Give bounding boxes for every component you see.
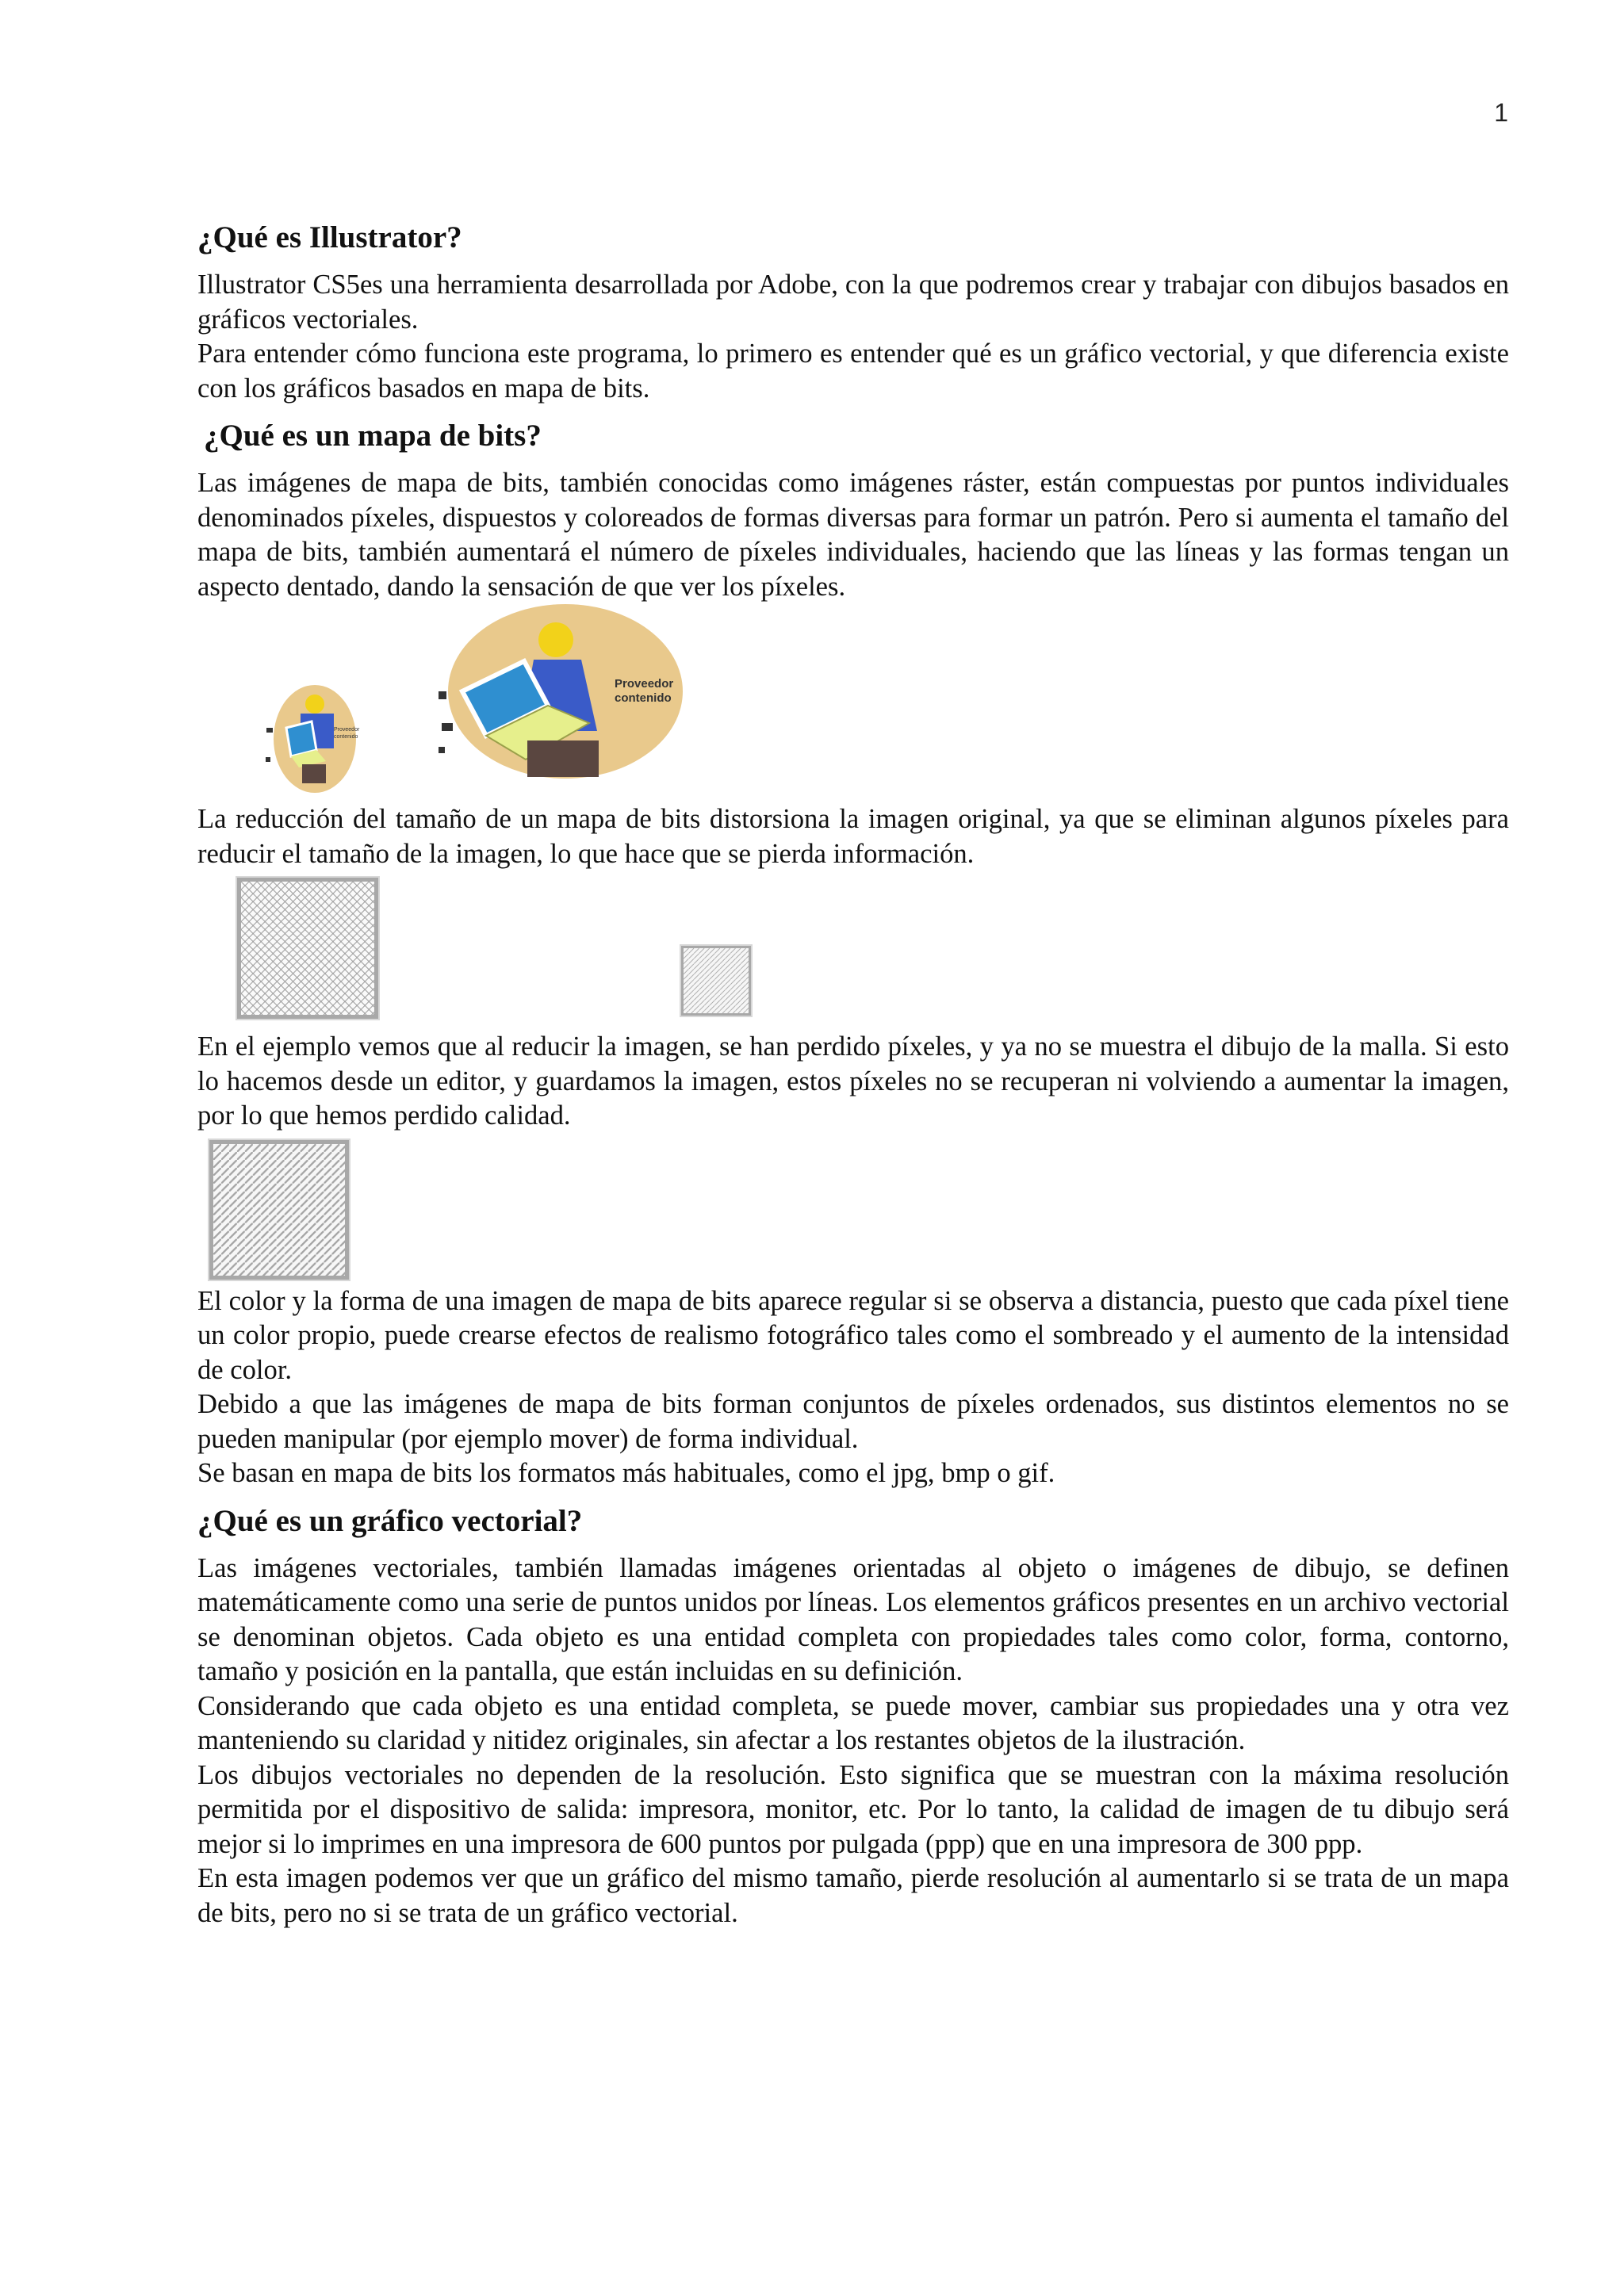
heading-vector: ¿Qué es un gráfico vectorial? xyxy=(197,1503,583,1538)
figure-bitmap-icons xyxy=(197,604,1509,802)
mesh-reduced-image xyxy=(681,946,751,1016)
icon-label-line: Proveedor xyxy=(615,677,674,691)
mesh-original-image xyxy=(237,878,378,1019)
paragraph: Las imágenes de mapa de bits, también conocidas como imágenes ráster, están compuestas por puntos individuales denominados píxeles, dispuestos y coloreados de formas diversas para formar un patrón. Pero si aumenta el tamaño del mapa de bits, también aumentará el número de píxeles individuales, haciendo que las líneas y las formas tengan un aspecto dentado, dando la sensación de que ver los píxeles. xyxy=(197,468,1509,602)
figure-re-enlarged xyxy=(197,1134,1509,1284)
document-body xyxy=(197,214,1509,1931)
small-bitmap-icon xyxy=(262,682,362,793)
paragraph: Para entender cómo funciona este programa, lo primero es entender qué es un gráfico vectorial, y que diferencia existe con los gráficos basados en mapa de bits. xyxy=(197,339,1509,404)
paragraph: Los dibujos vectoriales no dependen de la resolución. Esto significa que se muestran con la máxima resolución permitida por el dispositivo de salida: impresora, monitor, etc. Por lo tanto, la calidad de imagen de tu dibujo será mejor si lo imprimes en una impresora de 600 puntos por pulgada (ppp) que en una impresora de 300 ppp. xyxy=(197,1759,1509,1859)
enlarged-bitmap-icon xyxy=(439,604,692,786)
paragraph: Debido a que las imágenes de mapa de bits forman conjuntos de píxeles ordenados, sus distintos elementos no se pueden manipular (por ejemplo mover) de forma individual. xyxy=(197,1389,1509,1454)
icon-label-line: Proveedor xyxy=(334,727,360,733)
icon-label-line: contenido xyxy=(334,734,358,740)
paragraph: Illustrator CS5es una herramienta desarrollada por Adobe, con la que podremos crear y trabajar con dibujos basados en gráficos vectoriales. xyxy=(197,270,1509,335)
paragraph: El color y la forma de una imagen de mapa de bits aparece regular si se observa a distancia, puesto que cada píxel tiene un color propio, puede crearse efectos de realismo fotográfico tales como el sombreado y el aumento de la intensidad de color. xyxy=(197,1285,1509,1385)
icon-label-line: contenido xyxy=(615,691,672,705)
mesh-re-enlarged-image xyxy=(209,1140,349,1280)
paragraph: Se basan en mapa de bits los formatos más habituales, como el jpg, bmp o gif. xyxy=(197,1458,1055,1488)
paragraph: La reducción del tamaño de un mapa de bits distorsiona la imagen original, ya que se eliminan algunos píxeles para reducir el tamaño de la imagen, lo que hace que se pierda información. xyxy=(197,804,1509,869)
heading-illustrator: ¿Qué es Illustrator? xyxy=(197,220,462,254)
paragraph: Las imágenes vectoriales, también llamadas imágenes orientadas al objeto o imágenes de dibujo, se definen matemáticamente como una serie de puntos unidos por líneas. Los elementos gráficos presentes en un archivo vectorial se denominan objetos. Cada objeto es una entidad completa con propiedades tales como color, forma, contorno, tamaño y posición en la pantalla, que están incluidas en su definición. xyxy=(197,1552,1509,1686)
figure-mesh-reduction xyxy=(197,871,1509,1030)
paragraph: Considerando que cada objeto es una entidad completa, se puede mover, cambiar sus propiedades una y otra vez manteniendo su claridad y nitidez originales, sin afectar a los restantes objetos de la ilustración. xyxy=(197,1690,1509,1755)
paragraph: En el ejemplo vemos que al reducir la imagen, se han perdido píxeles, y ya no se muestra el dibujo de la malla. Si esto lo hacemos desde un editor, y guardamos la imagen, estos píxeles no se recuperan ni volviendo a aumentar la imagen, por lo que hemos perdido calidad. xyxy=(197,1031,1509,1131)
heading-bitmap: ¿Qué es un mapa de bits? xyxy=(204,419,542,453)
paragraph: En esta imagen podemos ver que un gráfico del mismo tamaño, pierde resolución al aumentarlo si se trata de un mapa de bits, pero no si se trata de un gráfico vectorial. xyxy=(197,1863,1509,1928)
page-number: 1 xyxy=(1494,98,1508,127)
